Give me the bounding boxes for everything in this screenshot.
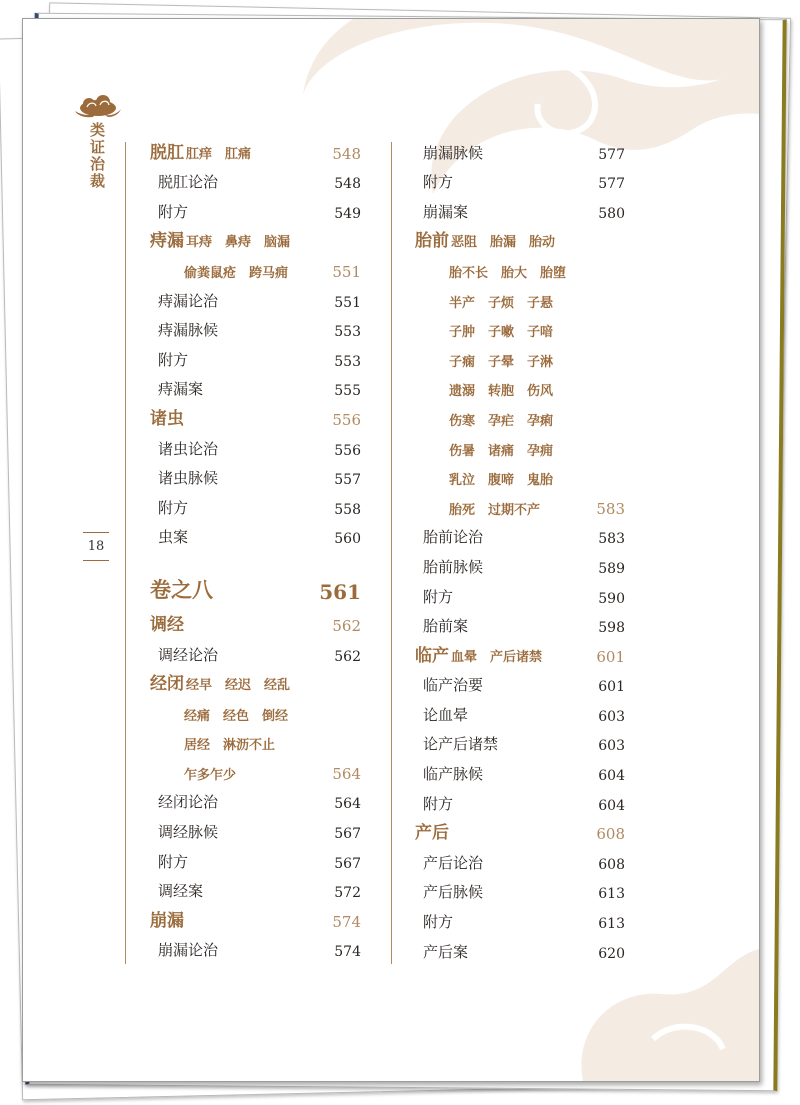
toc-entry-title — [449, 440, 553, 459]
toc-entry-title — [423, 674, 483, 695]
toc-entry-title-text: 附方 — [423, 794, 454, 813]
toc-entry-title — [158, 438, 218, 459]
toc-entry-title-text: 附方 — [158, 350, 189, 369]
toc-entry[interactable] — [415, 434, 625, 464]
toc-entry-title-text: 胎死 过期不产 — [449, 502, 541, 518]
toc-entry-title — [423, 526, 483, 547]
toc-entry-page-number: 601 — [598, 679, 625, 696]
toc-entry-title — [184, 764, 236, 783]
toc-entry-title — [158, 290, 218, 311]
toc-entry-title — [449, 292, 553, 311]
toc-entry-page-number: 553 — [334, 353, 361, 370]
toc-entry-title-text: 痔漏脉候 — [158, 321, 219, 340]
toc-entry[interactable] — [415, 375, 625, 405]
toc-entry-page-number: 608 — [598, 856, 625, 873]
toc-entry-page-number: 560 — [334, 531, 361, 548]
toc-entry-title-text: 产后论治 — [423, 853, 484, 872]
toc-entry-page-number: 572 — [334, 885, 361, 902]
toc-entry-title — [158, 378, 203, 399]
toc-entry[interactable] — [415, 759, 625, 789]
toc-entry-title-text: 脱肛 — [150, 142, 184, 163]
toc-entry[interactable] — [150, 699, 361, 729]
toc-entry[interactable] — [415, 493, 625, 523]
toc-entry-title-text: 痔漏案 — [158, 380, 204, 399]
toc-entry-page-number: 557 — [334, 472, 361, 489]
toc-entry[interactable] — [415, 168, 625, 198]
toc-entry-title-text: 崩漏 — [150, 910, 184, 931]
toc-entry-title — [150, 610, 184, 635]
toc-entry[interactable] — [415, 819, 625, 849]
toc-entry[interactable] — [415, 286, 625, 316]
toc-entry-title-text: 附方 — [158, 498, 189, 517]
toc-entry-title-text: 胎前案 — [423, 617, 469, 636]
toc-entry-title — [158, 467, 218, 488]
toc-entry-title-text: 临产 — [415, 645, 449, 666]
toc-entry[interactable] — [150, 316, 361, 346]
toc-entry[interactable] — [150, 788, 361, 818]
toc-entry[interactable] — [415, 138, 625, 168]
toc-entry-page-number: 551 — [332, 262, 361, 281]
toc-entry-title-text: 附方 — [423, 173, 454, 192]
toc-entry-title — [158, 526, 188, 547]
toc-entry-subtopics: 耳痔 鼻痔 脑漏 — [186, 235, 291, 251]
toc-entry-title — [158, 880, 203, 901]
toc-entry[interactable] — [150, 936, 361, 966]
toc-entry-title — [423, 704, 468, 725]
toc-entry-title-text: 论产后诸禁 — [423, 735, 499, 754]
toc-entry[interactable] — [415, 937, 625, 967]
toc-entry[interactable] — [415, 464, 625, 494]
toc-entry-page-number: 598 — [598, 620, 625, 637]
toc-entry-title — [423, 911, 453, 932]
toc-entry[interactable] — [150, 434, 361, 464]
toc-entry-title-text: 附方 — [158, 202, 189, 221]
toc-entry[interactable] — [150, 640, 361, 670]
toc-entry-title — [423, 941, 468, 962]
toc-entry-subtopics: 经早 经迟 经乱 — [186, 678, 291, 694]
toc-entry-title — [184, 262, 288, 281]
toc-entry[interactable] — [150, 552, 361, 610]
toc-entry-page-number: 590 — [598, 590, 625, 607]
toc-entry-title — [423, 852, 483, 873]
toc-entry-title-text: 半产 子烦 子悬 — [449, 295, 554, 311]
toc-entry-title-text: 胎前 — [415, 231, 449, 252]
toc-entry[interactable] — [415, 523, 625, 553]
toc-entry-title — [423, 733, 498, 754]
toc-entry-title-text: 经痛 经色 倒经 — [184, 708, 289, 724]
toc-entry-title — [449, 380, 553, 399]
toc-entry-title — [158, 791, 218, 812]
toc-entry-title-text: 子痫 子晕 子淋 — [449, 354, 554, 370]
toc-entry-title-text: 附方 — [158, 852, 189, 871]
toc-entry-subtopics: 恶阻 胎漏 胎动 — [451, 235, 556, 251]
toc-entry-title — [423, 615, 468, 636]
toc-entry-title — [449, 469, 553, 488]
toc-entry-page-number: 556 — [332, 410, 361, 429]
toc-entry-title — [423, 881, 483, 902]
toc-entry-title-text: 诸虫 — [150, 408, 184, 429]
toc-entry[interactable] — [415, 671, 625, 701]
toc-entry-title — [158, 939, 218, 960]
page-number: 18 — [83, 532, 109, 561]
toc-entry-page-number: 613 — [598, 916, 625, 933]
toc-entry-title — [184, 734, 275, 753]
toc-entry-title — [449, 351, 553, 370]
toc-entry[interactable] — [415, 848, 625, 878]
toc-entry-page-number: 589 — [598, 560, 625, 577]
toc-entry-title-text: 调经论治 — [158, 645, 219, 664]
toc-entry-title — [158, 644, 218, 665]
toc-entry-title-text: 遗溺 转胞 伤风 — [449, 384, 554, 400]
toc-entry-page-number: 608 — [596, 825, 625, 844]
toc-entry-subtopics: 血晕 产后诸禁 — [451, 649, 543, 665]
toc-entry-title-text: 崩漏案 — [423, 202, 469, 221]
toc-entry[interactable] — [150, 138, 361, 168]
toc-entry-title — [158, 349, 188, 370]
toc-entry[interactable] — [150, 493, 361, 523]
toc-entry[interactable] — [415, 256, 625, 286]
toc-entry-page-number: 567 — [334, 855, 361, 872]
toc-entry-title-text: 胎前论治 — [423, 528, 484, 547]
toc-entry-title — [158, 497, 188, 518]
toc-entry-page-number: 604 — [598, 797, 625, 814]
toc-entry-title-text: 卷之八 — [150, 577, 213, 603]
toc-entry[interactable] — [150, 847, 361, 877]
toc-entry-title-text: 经闭论治 — [158, 793, 219, 812]
toc-entry-title — [158, 171, 218, 192]
toc-entry-page-number: 583 — [598, 531, 625, 548]
toc-entry-title-text: 诸虫脉候 — [158, 469, 219, 488]
toc-entry-page-number: 574 — [332, 912, 361, 931]
toc-entry[interactable] — [415, 612, 625, 642]
toc-entry-page-number: 548 — [334, 176, 361, 193]
toc-entry[interactable] — [150, 464, 361, 494]
toc-entry-title — [150, 404, 184, 429]
toc-entry-title-text: 产后 — [415, 823, 449, 844]
toc-entry-title-text: 崩漏脉候 — [423, 143, 484, 162]
toc-entry-title — [449, 321, 553, 340]
toc-entry-page-number: 601 — [596, 647, 625, 666]
toc-entry[interactable] — [150, 817, 361, 847]
toc-entry-title-text: 胎不长 胎大 胎堕 — [449, 265, 567, 281]
toc-entry-title-text: 伤寒 孕疟 孕痢 — [449, 413, 554, 429]
toc-entry-page-number: 603 — [598, 708, 625, 725]
toc-entry-title-text: 诸虫论治 — [158, 439, 219, 458]
toc-entry-page-number: 555 — [334, 383, 361, 400]
toc-entry-title-text: 虫案 — [158, 528, 189, 547]
toc-entry-title-text: 脱肛论治 — [158, 173, 219, 192]
toc-entry-title-text: 经闭 — [150, 674, 184, 695]
toc-right-column — [415, 138, 625, 967]
toc-entry-title-text: 临产治要 — [423, 676, 484, 695]
toc-entry-page-number: 561 — [319, 580, 361, 605]
toc-entry-page-number: 564 — [334, 796, 361, 813]
toc-entry-page-number: 583 — [596, 499, 625, 518]
toc-entry-page-number: 551 — [334, 294, 361, 311]
toc-entry-title — [415, 226, 555, 251]
toc-entry-title-text: 胎前脉候 — [423, 557, 484, 576]
toc-entry-title-text: 痔漏 — [150, 231, 184, 252]
toc-entry-title-text: 痔漏论治 — [158, 291, 219, 310]
toc-entry-title-text: 乳泣 腹啼 鬼胎 — [449, 473, 554, 489]
toc-entry[interactable] — [150, 610, 361, 640]
toc-entry-page-number: 548 — [332, 144, 361, 163]
toc-entry[interactable] — [415, 700, 625, 730]
toc-entry-page-number: 549 — [334, 205, 361, 222]
toc-entry-title — [150, 138, 251, 163]
toc-entry-title-text: 论血晕 — [423, 705, 469, 724]
toc-entry[interactable] — [415, 878, 625, 908]
toc-entry[interactable] — [415, 345, 625, 375]
toc-entry[interactable] — [415, 197, 625, 227]
cloud-emblem-icon — [73, 95, 123, 119]
toc-entry-title-text: 乍多乍少 — [184, 767, 237, 783]
toc-entry[interactable] — [415, 227, 625, 257]
toc-entry[interactable] — [150, 375, 361, 405]
toc-entry-title — [158, 821, 218, 842]
toc-entry-title — [449, 499, 540, 518]
toc-entry-page-number: 564 — [332, 764, 361, 783]
toc-entry[interactable] — [150, 906, 361, 936]
toc-entry-page-number: 556 — [334, 442, 361, 459]
toc-entry-title — [150, 226, 290, 251]
toc-entry-title — [150, 906, 184, 931]
toc-entry-page-number: 603 — [598, 738, 625, 755]
toc-entry-page-number: 574 — [334, 944, 361, 961]
toc-entry-title-text: 居经 淋沥不止 — [184, 738, 276, 754]
toc-entry-title — [158, 851, 188, 872]
toc-entry[interactable] — [150, 168, 361, 198]
right-column-rule — [391, 142, 392, 964]
toc-entry-title-text: 调经案 — [158, 882, 204, 901]
toc-entry-title — [150, 669, 290, 694]
toc-entry[interactable] — [415, 582, 625, 612]
toc-left-column — [150, 138, 361, 965]
toc-entry[interactable] — [150, 197, 361, 227]
toc-entry-page-number: 580 — [598, 205, 625, 222]
toc-entry[interactable] — [150, 404, 361, 434]
toc-entry-page-number: 553 — [334, 324, 361, 341]
toc-entry-title — [423, 793, 453, 814]
toc-entry[interactable] — [150, 729, 361, 759]
toc-entry-page-number: 558 — [334, 501, 361, 518]
book-title-vertical: 类证治裁 — [88, 122, 106, 190]
toc-entry[interactable] — [415, 552, 625, 582]
toc-entry-title-text: 附方 — [423, 587, 454, 606]
toc-entry-title — [158, 319, 218, 340]
toc-entry[interactable] — [150, 256, 361, 286]
toc-entry-page-number: 577 — [598, 146, 625, 163]
toc-entry-title-text: 临产脉候 — [423, 765, 484, 784]
toc-entry[interactable] — [415, 641, 625, 671]
toc-entry-page-number: 562 — [332, 616, 361, 635]
toc-entry-title — [184, 705, 288, 724]
toc-entry-subtopics: 肛痒 肛痛 — [186, 146, 252, 162]
toc-entry-title-text: 附方 — [423, 913, 454, 932]
toc-entry[interactable] — [415, 316, 625, 346]
toc-entry-page-number: 562 — [334, 648, 361, 665]
toc-entry-page-number: 613 — [598, 886, 625, 903]
toc-entry-title — [423, 586, 453, 607]
toc-entry-page-number: 620 — [598, 945, 625, 962]
toc-entry-title-text: 调经 — [150, 614, 184, 635]
toc-entry-title — [423, 201, 468, 222]
toc-entry-page-number: 577 — [598, 176, 625, 193]
toc-entry-title — [423, 171, 453, 192]
toc-entry[interactable] — [150, 877, 361, 907]
toc-entry-title — [449, 262, 566, 281]
toc-entry-title — [415, 818, 449, 843]
toc-entry[interactable] — [415, 907, 625, 937]
toc-entry[interactable] — [150, 758, 361, 788]
toc-entry[interactable] — [415, 730, 625, 760]
toc-entry-title — [423, 142, 483, 163]
toc-entry-title — [158, 201, 188, 222]
left-column-rule — [125, 142, 126, 964]
toc-page — [22, 18, 760, 1082]
toc-entry-title-text: 崩漏论治 — [158, 941, 219, 960]
toc-entry-title — [449, 410, 553, 429]
toc-entry-title-text: 产后脉候 — [423, 883, 484, 902]
toc-entry-page-number: 604 — [598, 768, 625, 785]
toc-entry-title-text: 伤暑 诸痛 孕痈 — [449, 443, 554, 459]
toc-entry-title — [423, 763, 483, 784]
toc-entry-title — [423, 556, 483, 577]
toc-entry-title-text: 子肿 子嗽 子喑 — [449, 325, 554, 341]
toc-entry[interactable] — [150, 523, 361, 553]
toc-entry-title — [150, 574, 213, 604]
toc-entry-title-text: 产后案 — [423, 942, 469, 961]
toc-entry-title-text: 调经脉候 — [158, 823, 219, 842]
toc-entry[interactable] — [150, 286, 361, 316]
toc-entry-title — [415, 641, 542, 666]
toc-entry[interactable] — [415, 789, 625, 819]
toc-entry[interactable] — [150, 345, 361, 375]
toc-entry[interactable] — [150, 670, 361, 700]
toc-entry-page-number: 567 — [334, 826, 361, 843]
toc-entry-title-text: 偷粪鼠疮 跨马痈 — [184, 265, 289, 281]
toc-entry[interactable] — [415, 404, 625, 434]
toc-entry[interactable] — [150, 227, 361, 257]
